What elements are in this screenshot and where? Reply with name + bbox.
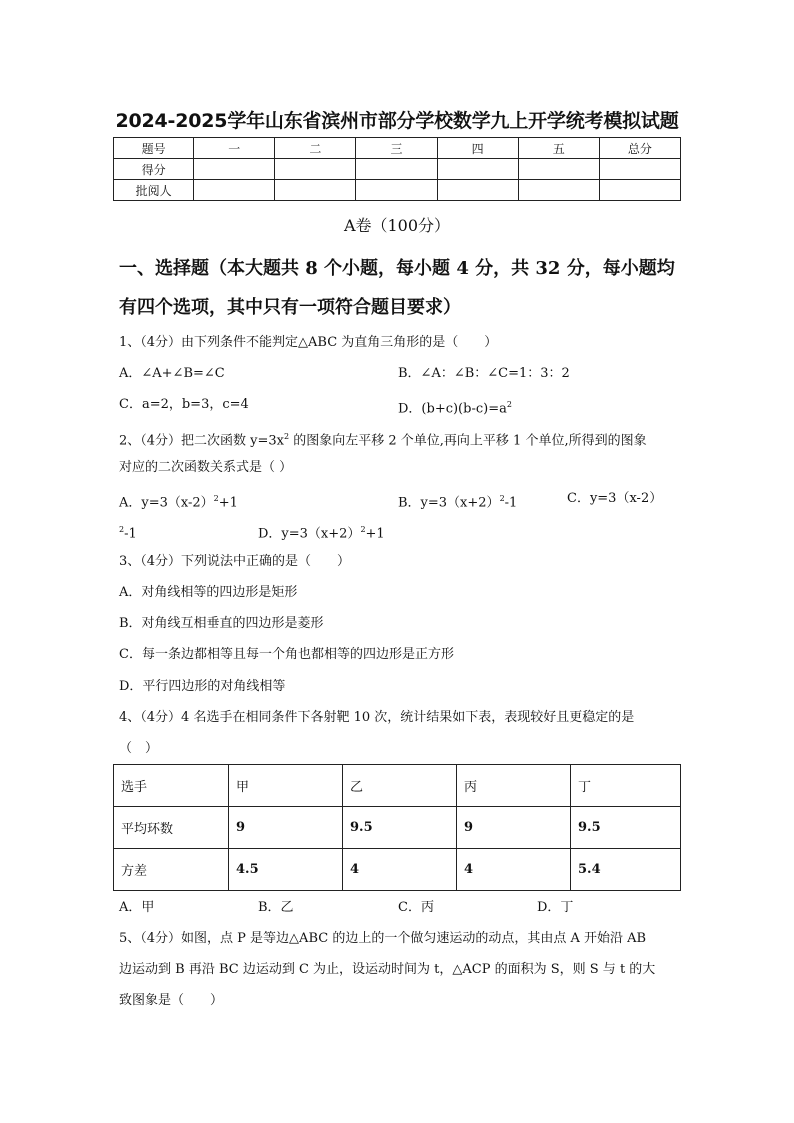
score-cell: 四	[437, 138, 518, 159]
q2-option-c-tail: -1	[124, 526, 137, 542]
score-table-row	[114, 180, 681, 201]
table-cell: 9	[457, 807, 571, 849]
q2-option-a-exponent: 2	[213, 494, 219, 503]
q2-option-c-wrap	[119, 522, 137, 542]
q2-stem-line2: 对应的二次函数关系式是（ ）	[119, 460, 293, 475]
score-cell: 三	[356, 138, 437, 159]
q3-option-a: A．对角线相等的四边形是矩形	[119, 585, 298, 600]
table-cell: 平均环数	[114, 807, 229, 849]
score-cell	[599, 159, 680, 180]
table-row	[114, 849, 681, 891]
q2-option-a-text: A．y=3（x-2）	[119, 495, 214, 511]
q4-option-a: A．甲	[119, 900, 155, 915]
table-cell: 4	[457, 849, 571, 891]
q3-stem: 3、（4分）下列说法中正确的是（ ）	[119, 554, 351, 569]
score-cell: 总分	[599, 138, 680, 159]
q2-option-d	[258, 522, 385, 542]
score-cell	[518, 180, 599, 201]
q2-option-b-exponent: 2	[499, 494, 505, 503]
q4-stem: 4、（4分）4 名选手在相同条件下各射靶 10 次，统计结果如下表，表现较好且更稳定的是	[119, 710, 635, 725]
q2-stem	[119, 429, 647, 449]
table-cell: 5.4	[571, 849, 681, 891]
section-a-heading: A卷（100分）	[343, 216, 451, 235]
score-cell	[518, 159, 599, 180]
q2-stem-part-b: 的图象向左平移 2 个单位,再向上平移 1 个单位,所得到的图象	[289, 433, 647, 449]
q1-option-d-exponent: 2	[506, 400, 512, 409]
q2-option-b-tail: -1	[504, 495, 518, 511]
q4-stem-line2: （ ）	[119, 741, 159, 756]
q1-option-c: C．a=2，b=3，c=4	[119, 397, 249, 412]
q2-option-a-tail: +1	[218, 495, 238, 511]
score-cell: 批阅人	[114, 180, 194, 201]
q2-option-c	[567, 491, 662, 507]
score-table-row	[114, 159, 681, 180]
table-cell: 丙	[457, 765, 571, 807]
table-cell: 选手	[114, 765, 229, 807]
score-cell	[599, 180, 680, 201]
q5-stem-line3: 致图象是（ ）	[119, 993, 224, 1008]
table-cell: 4.5	[229, 849, 343, 891]
table-row	[114, 807, 681, 849]
q2-option-b-text: B．y=3（x+2）	[398, 495, 500, 511]
score-cell	[275, 159, 356, 180]
table-cell: 方差	[114, 849, 229, 891]
q3-option-c: C．每一条边都相等且每一个角也都相等的四边形是正方形	[119, 647, 454, 662]
score-table-row	[114, 138, 681, 159]
q5-stem-line1: 5、（4分）如图，点 P 是等边△ABC 的边上的一个做匀速运动的动点，其由点 A 开始沿 AB	[119, 931, 647, 946]
table-cell: 乙	[343, 765, 457, 807]
q2-option-b	[398, 491, 517, 511]
q3-option-d: D．平行四边形的对角线相等	[119, 679, 286, 694]
q2-stem-exponent: 2	[284, 432, 290, 441]
score-cell	[356, 159, 437, 180]
score-table	[113, 137, 681, 201]
score-cell: 一	[194, 138, 275, 159]
q2-option-d-exponent: 2	[360, 525, 366, 534]
table-cell: 丁	[571, 765, 681, 807]
score-cell	[437, 180, 518, 201]
q1-stem: 1、（4分）由下列条件不能判定△ABC 为直角三角形的是（ ）	[119, 335, 498, 350]
q1-option-b: B．∠A：∠B：∠C=1：3：2	[398, 366, 570, 381]
q2-option-d-tail: +1	[365, 526, 385, 542]
score-cell	[194, 180, 275, 201]
score-cell	[356, 180, 437, 201]
q2-stem-part-a: 2、（4分）把二次函数 y=3x	[119, 433, 285, 449]
q2-option-c-exponent: 2	[119, 525, 125, 534]
q2-option-d-text: D．y=3（x+2）	[258, 526, 361, 542]
q2-option-a	[119, 491, 238, 511]
table-cell: 9	[229, 807, 343, 849]
table-cell: 甲	[229, 765, 343, 807]
score-cell: 五	[518, 138, 599, 159]
q3-option-b: B．对角线互相垂直的四边形是菱形	[119, 616, 324, 631]
q1-option-a: A．∠A+∠B=∠C	[119, 366, 225, 381]
score-cell	[437, 159, 518, 180]
q5-stem-line2: 边运动到 B 再沿 BC 边运动到 C 为止，设运动时间为 t，△ACP 的面积为 S，则 S 与 t 的大	[119, 962, 656, 977]
score-cell: 题号	[114, 138, 194, 159]
table-row	[114, 765, 681, 807]
score-cell: 二	[275, 138, 356, 159]
part1-heading-line1: 一、选择题（本大题共 8 个小题，每小题 4 分，共 32 分，每小题均	[119, 258, 675, 279]
exam-title: 2024-2025学年山东省滨州市部分学校数学九上开学统考模拟试题	[115, 110, 679, 132]
table-cell: 9.5	[571, 807, 681, 849]
part1-heading-line2: 有四个选项，其中只有一项符合题目要求）	[119, 297, 461, 318]
q2-option-c-text: C．y=3（x-2）	[567, 491, 663, 506]
score-cell: 得分	[114, 159, 194, 180]
q4-data-table	[113, 764, 681, 891]
table-cell: 9.5	[343, 807, 457, 849]
q4-option-c: C．丙	[398, 900, 434, 915]
score-cell	[275, 180, 356, 201]
q4-option-d: D．丁	[537, 900, 574, 915]
q1-option-d-text: D．(b+c)(b-c)=a	[398, 401, 507, 417]
table-cell: 4	[343, 849, 457, 891]
q1-option-d	[398, 397, 512, 417]
q4-option-b: B．乙	[258, 900, 294, 915]
score-cell	[194, 159, 275, 180]
